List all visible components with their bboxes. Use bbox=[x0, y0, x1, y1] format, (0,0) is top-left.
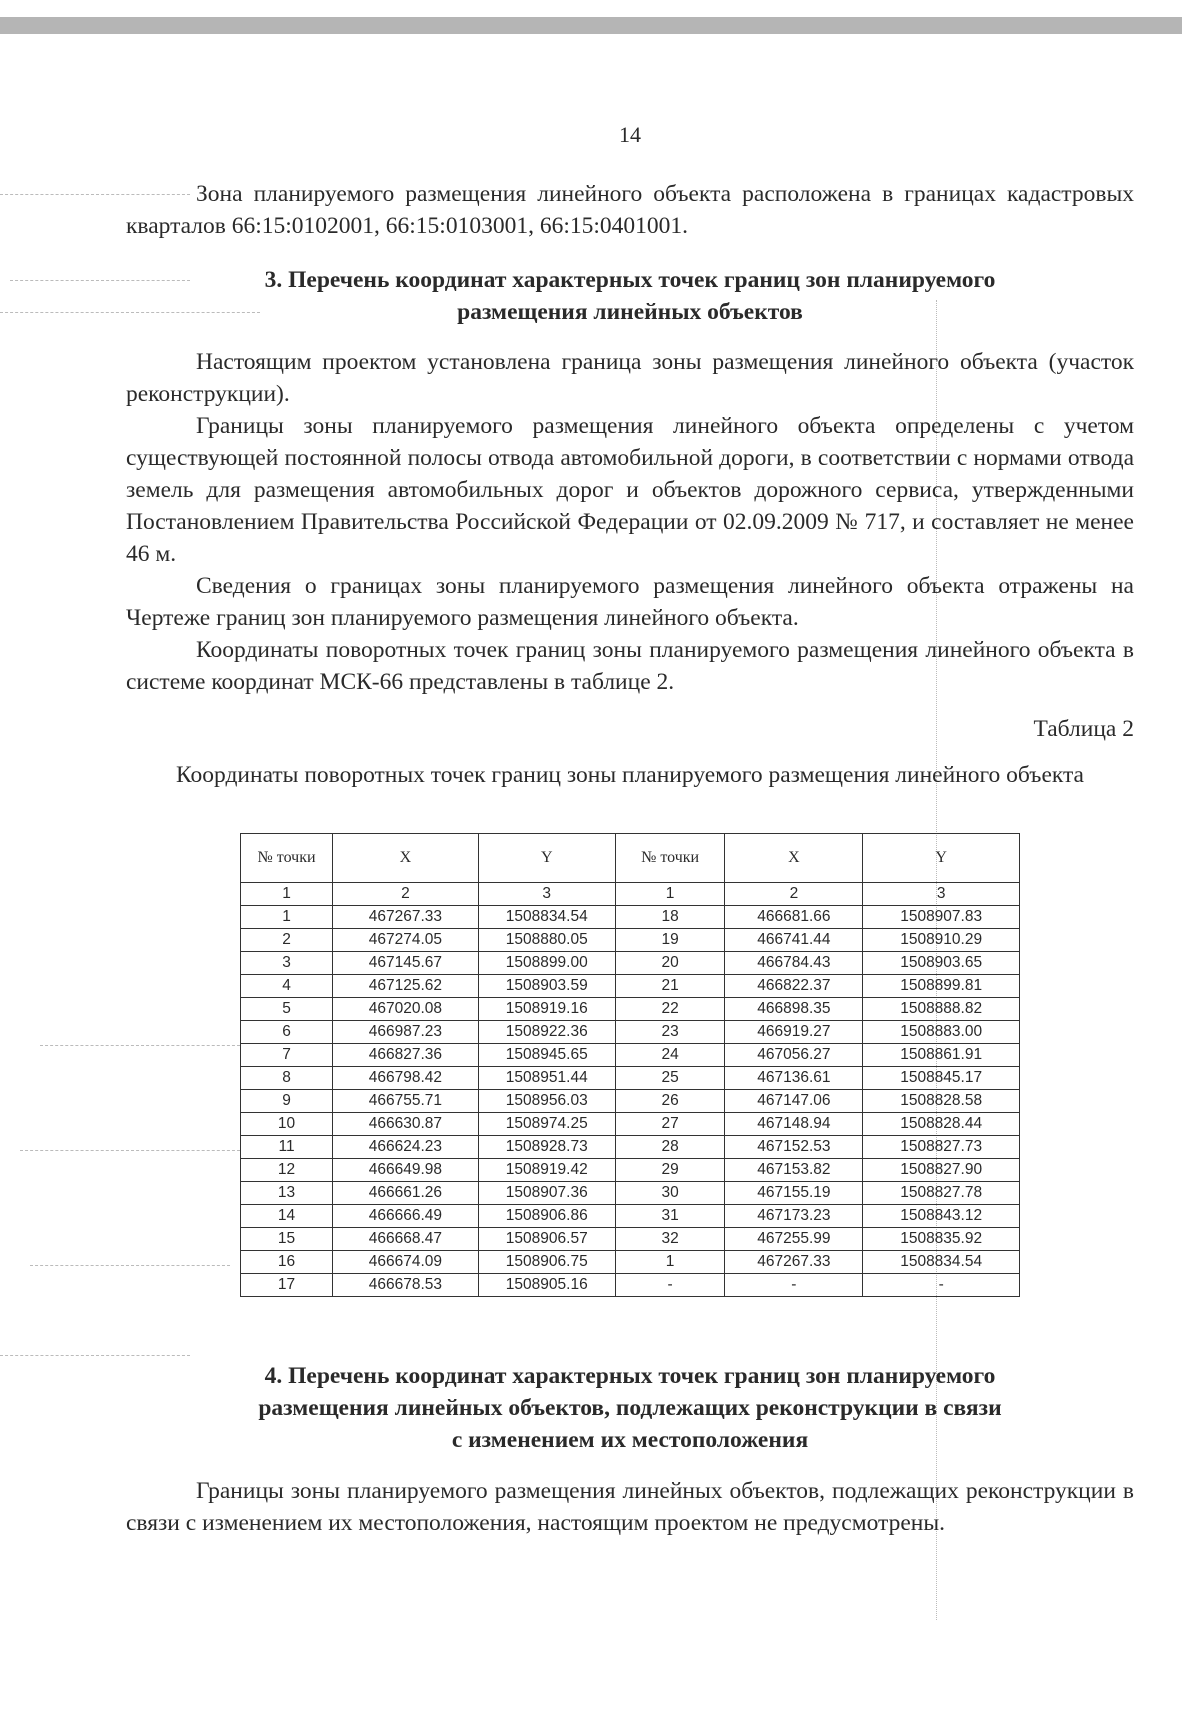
table-cell: 467153.82 bbox=[725, 1159, 863, 1182]
table-row bbox=[241, 1205, 1020, 1228]
table-cell: 27 bbox=[615, 1113, 725, 1136]
table-cell: - bbox=[725, 1274, 863, 1297]
table-cell: 466661.26 bbox=[333, 1182, 479, 1205]
section4-body bbox=[126, 1475, 1134, 1539]
section3-body bbox=[126, 346, 1134, 698]
table-cell: 467255.99 bbox=[725, 1228, 863, 1251]
table-cell: 8 bbox=[241, 1067, 333, 1090]
section4-heading-line1: 4. Перечень координат характерных точек границ зон планируемого bbox=[264, 1363, 996, 1389]
section4-para1: Границы зоны планируемого размещения линейных объектов, подлежащих реконструкции в связи с изменением их местоположения, настоящим проектом не предусмотрены. bbox=[126, 1478, 1134, 1536]
table-cell: 5 bbox=[241, 998, 333, 1021]
table-cell: 1508910.29 bbox=[863, 929, 1020, 952]
column-index: 3 bbox=[863, 883, 1020, 906]
table-cell: 14 bbox=[241, 1205, 333, 1228]
header-x: X bbox=[333, 834, 479, 883]
table-cell: 467148.94 bbox=[725, 1113, 863, 1136]
table-cell: 467145.67 bbox=[333, 952, 479, 975]
table-cell: 31 bbox=[615, 1205, 725, 1228]
section3-para2: Границы зоны планируемого размещения линейного объекта определены с учетом существующей постоянной полосы отвода автомобильной дороги, в соответствии с нормами отвода земель для размещения автомобильных дорог и объектов дорожного сервиса, утвержденными Постановлением Правительства Российской Федерации от 02.09.2009 № 717, и составляет не менее 46 м. bbox=[126, 413, 1134, 567]
table-cell: 3 bbox=[241, 952, 333, 975]
table-cell: 1508907.83 bbox=[863, 906, 1020, 929]
column-index: 3 bbox=[478, 883, 615, 906]
section4-heading bbox=[126, 1360, 1134, 1456]
table-cell: 467274.05 bbox=[333, 929, 479, 952]
scan-artifact bbox=[40, 1045, 240, 1047]
table-cell: 1508919.16 bbox=[478, 998, 615, 1021]
table-cell: 30 bbox=[615, 1182, 725, 1205]
table-row bbox=[241, 1067, 1020, 1090]
table-cell: 4 bbox=[241, 975, 333, 998]
table-row bbox=[241, 1113, 1020, 1136]
table-cell: 1 bbox=[615, 1251, 725, 1274]
table-cell: 1508906.86 bbox=[478, 1205, 615, 1228]
table-cell: 466649.98 bbox=[333, 1159, 479, 1182]
table-cell: 32 bbox=[615, 1228, 725, 1251]
table-cell: 25 bbox=[615, 1067, 725, 1090]
table-row bbox=[241, 1090, 1020, 1113]
table-cell: 1508905.16 bbox=[478, 1274, 615, 1297]
table-cell: 467147.06 bbox=[725, 1090, 863, 1113]
table-cell: 16 bbox=[241, 1251, 333, 1274]
table-cell: 1508906.75 bbox=[478, 1251, 615, 1274]
table-cell: 466630.87 bbox=[333, 1113, 479, 1136]
table-cell: 1508903.65 bbox=[863, 952, 1020, 975]
table-label: Таблица 2 bbox=[1033, 716, 1134, 742]
table-cell: 466681.66 bbox=[725, 906, 863, 929]
table-cell: 22 bbox=[615, 998, 725, 1021]
table-row bbox=[241, 998, 1020, 1021]
table-cell: 1508827.90 bbox=[863, 1159, 1020, 1182]
table-cell: 1508919.42 bbox=[478, 1159, 615, 1182]
table-cell: 12 bbox=[241, 1159, 333, 1182]
table-cell: 1508845.17 bbox=[863, 1067, 1020, 1090]
section3-heading-line1: 3. Перечень координат характерных точек границ зон планируемого bbox=[264, 267, 996, 293]
table-caption: Координаты поворотных точек границ зоны планируемого размещения линейного объекта bbox=[176, 762, 1084, 788]
table-cell: 18 bbox=[615, 906, 725, 929]
table-cell: 1508828.58 bbox=[863, 1090, 1020, 1113]
coordinates-table bbox=[240, 833, 1020, 1297]
table-cell: 1508945.65 bbox=[478, 1044, 615, 1067]
table-cell: 23 bbox=[615, 1021, 725, 1044]
table-cell: 466822.37 bbox=[725, 975, 863, 998]
table-cell: 9 bbox=[241, 1090, 333, 1113]
table-cell: 467125.62 bbox=[333, 975, 479, 998]
table-row bbox=[241, 1136, 1020, 1159]
column-index: 1 bbox=[615, 883, 725, 906]
header-point-number: № точки bbox=[241, 834, 333, 883]
table-cell: 466755.71 bbox=[333, 1090, 479, 1113]
header-y-2: Y bbox=[863, 834, 1020, 883]
table-cell: 19 bbox=[615, 929, 725, 952]
section3-para4: Координаты поворотных точек границ зоны планируемого размещения линейного объекта в системе координат МСК-66 представлены в таблице 2. bbox=[126, 637, 1134, 695]
table-cell: 466798.42 bbox=[333, 1067, 479, 1090]
header-y: Y bbox=[478, 834, 615, 883]
table-cell: 6 bbox=[241, 1021, 333, 1044]
table-row bbox=[241, 1228, 1020, 1251]
table-cell: 1508827.73 bbox=[863, 1136, 1020, 1159]
table-cell: 1508899.00 bbox=[478, 952, 615, 975]
table-row bbox=[241, 1159, 1020, 1182]
table-cell: 7 bbox=[241, 1044, 333, 1067]
table-cell: 1508835.92 bbox=[863, 1228, 1020, 1251]
scan-artifact bbox=[20, 1150, 240, 1152]
table-cell: 1508843.12 bbox=[863, 1205, 1020, 1228]
header-point-number-2: № точки bbox=[615, 834, 725, 883]
table-cell: 466674.09 bbox=[333, 1251, 479, 1274]
table-row bbox=[241, 1274, 1020, 1297]
table-cell: 466666.49 bbox=[333, 1205, 479, 1228]
table-row bbox=[241, 975, 1020, 998]
table-cell: 2 bbox=[241, 929, 333, 952]
table-cell: 467173.23 bbox=[725, 1205, 863, 1228]
section3-para1: Настоящим проектом установлена граница зоны размещения линейного объекта (участок реконструкции). bbox=[126, 349, 1134, 407]
table-cell: 466827.36 bbox=[333, 1044, 479, 1067]
table-cell: 1508883.00 bbox=[863, 1021, 1020, 1044]
section4-heading-line2: размещения линейных объектов, подлежащих реконструкции в связи bbox=[258, 1395, 1002, 1421]
column-index: 1 bbox=[241, 883, 333, 906]
table-cell: 467267.33 bbox=[333, 906, 479, 929]
table-cell: 1508974.25 bbox=[478, 1113, 615, 1136]
table-cell: 1508834.54 bbox=[863, 1251, 1020, 1274]
table-cell: 1508827.78 bbox=[863, 1182, 1020, 1205]
table-cell: 21 bbox=[615, 975, 725, 998]
table-cell: 467136.61 bbox=[725, 1067, 863, 1090]
table-cell: 28 bbox=[615, 1136, 725, 1159]
table-cell: 467267.33 bbox=[725, 1251, 863, 1274]
table-cell: 1 bbox=[241, 906, 333, 929]
table-cell: 466668.47 bbox=[333, 1228, 479, 1251]
table-row bbox=[241, 1251, 1020, 1274]
table-cell: 29 bbox=[615, 1159, 725, 1182]
table-cell: 467152.53 bbox=[725, 1136, 863, 1159]
table-cell: 20 bbox=[615, 952, 725, 975]
table-row bbox=[241, 906, 1020, 929]
page-number: 14 bbox=[619, 122, 641, 147]
table-cell: 1508906.57 bbox=[478, 1228, 615, 1251]
scan-artifact bbox=[30, 1265, 230, 1267]
scan-artifact bbox=[0, 1355, 190, 1357]
table-cell: 11 bbox=[241, 1136, 333, 1159]
table-row bbox=[241, 1182, 1020, 1205]
table-body bbox=[241, 883, 1020, 1297]
table-cell: 1508907.36 bbox=[478, 1182, 615, 1205]
table-cell: 15 bbox=[241, 1228, 333, 1251]
section4-heading-line3: с изменением их местоположения bbox=[451, 1427, 809, 1453]
scan-top-edge bbox=[0, 17, 1182, 34]
table-cell: 467056.27 bbox=[725, 1044, 863, 1067]
table-cell: 466678.53 bbox=[333, 1274, 479, 1297]
table-cell: - bbox=[615, 1274, 725, 1297]
table-header-row bbox=[241, 834, 1020, 883]
intro-paragraph bbox=[126, 178, 1134, 242]
table-cell: 1508922.36 bbox=[478, 1021, 615, 1044]
table-cell: 26 bbox=[615, 1090, 725, 1113]
table-cell: 1508861.91 bbox=[863, 1044, 1020, 1067]
table-cell: 24 bbox=[615, 1044, 725, 1067]
table-cell: 467020.08 bbox=[333, 998, 479, 1021]
table-cell: 10 bbox=[241, 1113, 333, 1136]
table-cell: - bbox=[863, 1274, 1020, 1297]
table-cell: 466624.23 bbox=[333, 1136, 479, 1159]
table-cell: 1508928.73 bbox=[478, 1136, 615, 1159]
table-row bbox=[241, 1021, 1020, 1044]
table-row bbox=[241, 952, 1020, 975]
table-cell: 1508888.82 bbox=[863, 998, 1020, 1021]
table-cell: 13 bbox=[241, 1182, 333, 1205]
header-x-2: X bbox=[725, 834, 863, 883]
table-cell: 1508880.05 bbox=[478, 929, 615, 952]
table-cell: 1508834.54 bbox=[478, 906, 615, 929]
table-row bbox=[241, 929, 1020, 952]
table-cell: 467155.19 bbox=[725, 1182, 863, 1205]
table-cell: 1508899.81 bbox=[863, 975, 1020, 998]
section3-heading bbox=[126, 264, 1134, 328]
table-cell: 1508956.03 bbox=[478, 1090, 615, 1113]
intro-text: Зона планируемого размещения линейного объекта расположена в границах кадастровых кварталов 66:15:0102001, 66:15:0103001, 66:15:0401001. bbox=[126, 181, 1134, 239]
table-cell: 466741.44 bbox=[725, 929, 863, 952]
table-cell: 1508951.44 bbox=[478, 1067, 615, 1090]
table-cell: 1508903.59 bbox=[478, 975, 615, 998]
section3-heading-line2: размещения линейных объектов bbox=[457, 299, 803, 325]
table-row bbox=[241, 1044, 1020, 1067]
column-index-row bbox=[241, 883, 1020, 906]
table-cell: 1508828.44 bbox=[863, 1113, 1020, 1136]
section3-para3: Сведения о границах зоны планируемого размещения линейного объекта отражены на Чертеже границ зон планируемого размещения линейного объекта. bbox=[126, 573, 1134, 631]
table-cell: 466987.23 bbox=[333, 1021, 479, 1044]
table-cell: 17 bbox=[241, 1274, 333, 1297]
table-cell: 466784.43 bbox=[725, 952, 863, 975]
column-index: 2 bbox=[725, 883, 863, 906]
table-cell: 466898.35 bbox=[725, 998, 863, 1021]
table-cell: 466919.27 bbox=[725, 1021, 863, 1044]
column-index: 2 bbox=[333, 883, 479, 906]
